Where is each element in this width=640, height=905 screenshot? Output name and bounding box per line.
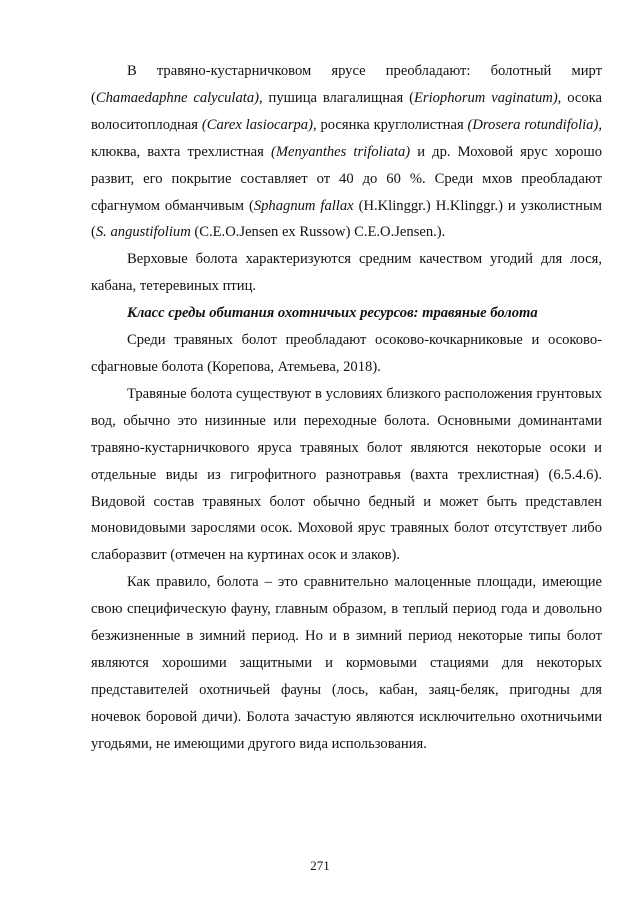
text-run: Травяные болота существуют в условиях близкого расположения грунтовых вод, обычно это низинные или переходные болота. Основными доминантами травяно-кустарничкового яруса травяных болот являются некоторые осоки и отдельные виды из гигрофитного разнотравья (вахта трехлистная) (6.5.4.6). Видовой состав травяных болот обычно бедный и может быть представлен моновидовыми зарослями осок. Моховой ярус травяных болот отсутствует либо слаборазвит (отмечен на куртинах осок и злаков).	[91, 385, 602, 564]
page-number: 271	[310, 858, 330, 873]
paragraph-grass-bog-types	[91, 327, 602, 381]
text-run: пушица влагалищная (	[262, 89, 414, 106]
text-run: осока волоситоплодная	[91, 89, 603, 133]
heading-text: Класс среды обитания охотничьих ресурсов: травяные болота	[127, 305, 538, 322]
text-run: росянка круглолистная	[316, 116, 468, 133]
species-name: S. angustifolium	[95, 224, 191, 241]
paragraph-bog-fauna	[91, 569, 602, 757]
text-run: Как правило, болота – это сравнительно малоценные площади, имеющие свою специфическую фауну, главным образом, в теплый период года и довольно безжизненные в зимний период. Но и в зимний период некоторые типы болот являются хорошими защитными и кормовыми стациями для некоторых представителей охотничьей фауны (лось, кабан, заяц-беляк, пригодны для ночевок боровой дичи). Болота зачастую являются исключительно охотничьими угодьями, не имеющими другого вида использования.	[91, 574, 602, 752]
paragraph-grass-bog-description	[91, 381, 602, 569]
text-run: клюква, вахта трехлистная	[91, 143, 271, 160]
text-run: В травяно-кустарничковом ярусе преобладают: болотный мирт (	[91, 63, 602, 106]
paragraph-raised-bog-quality	[91, 246, 602, 300]
species-name: (Carex lasiocarpa),	[201, 116, 317, 133]
text-run: и др. Моховой ярус хорошо развит, его покрытие составляет от 40 до 60 %. Среди мхов преобладают сфагнумом обманчивым (	[91, 143, 602, 214]
species-name: (Menyanthes trifoliata)	[270, 143, 411, 160]
text-run: (C.E.O.Jensen ex Russow) C.E.O.Jensen.).	[190, 224, 446, 241]
section-heading	[91, 300, 602, 327]
text-run: Среди травяных болот преобладают осоково-кочкарниковые и осоково-сфагновые болота (Корепова, Атемьева, 2018).	[91, 332, 602, 375]
document-body	[91, 58, 602, 758]
species-name: Sphagnum fallax	[253, 197, 354, 214]
species-name: Eriophorum vaginatum),	[413, 89, 562, 106]
text-run: (H.Klinggr.) H.Klinggr.) и узколистным (	[91, 197, 603, 241]
text-run: Верховые болота характеризуются средним качеством угодий для лося, кабана, тетеревиных птиц.	[91, 251, 602, 295]
species-name: Chamaedaphne calyculata),	[95, 89, 263, 106]
paragraph-meadow-vegetation	[91, 58, 602, 246]
species-name: (Drosera rotundifolia),	[467, 116, 602, 133]
